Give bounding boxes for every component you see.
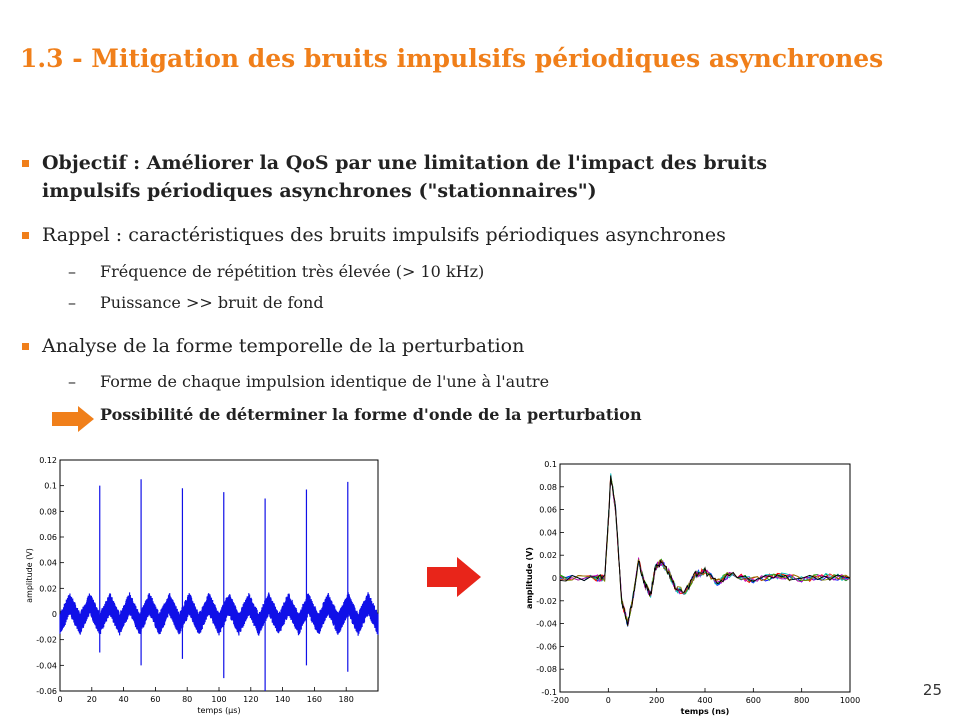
plot-frame [60,460,378,691]
y-tick-label: 0.08 [539,482,557,492]
y-tick-label: -0.1 [541,688,557,697]
slide-title: 1.3 - Mitigation des bruits impulsifs périodiques asynchrones [20,44,884,73]
y-tick-label: 0.12 [39,456,57,465]
x-tick-label: 400 [697,696,713,705]
y-tick-label: -0.08 [536,665,557,675]
y-tick-label: 0.06 [39,533,57,542]
x-axis-label: temps (ns) [680,707,730,716]
y-tick-label: 0.08 [39,507,57,517]
y-tick-label: -0.06 [36,687,57,696]
x-tick-label: 40 [118,695,129,704]
x-tick-label: 60 [150,695,161,704]
x-tick-label: 140 [274,695,291,704]
x-tick-label: 20 [86,695,97,704]
y-tick-label: -0.06 [536,642,557,652]
dash-glyph: – [68,372,76,391]
y-tick-label: -0.04 [536,619,557,629]
sub-bullet-text: Forme de chaque impulsion identique de l'une à l'autre [100,372,550,391]
y-tick-label: 0.04 [39,558,57,568]
x-tick-label: 100 [211,695,227,704]
page-number: 25 [922,681,942,699]
y-tick-label: 0.1 [44,481,57,491]
x-tick-label: 800 [794,696,810,705]
x-tick-label: 180 [338,695,354,704]
x-tick-label: 160 [306,695,323,704]
bullet-square-icon [22,160,29,167]
bullet-square-icon [22,232,29,239]
x-axis-label: temps (µs) [197,706,241,715]
bullet-line: Objectif : Améliorer la QoS par une limitation de l'impact des bruits [42,152,768,174]
y-tick-label: 0.02 [539,551,557,561]
x-tick-label: 0 [605,696,611,705]
y-tick-label: 0 [551,574,557,583]
arrow-right-icon [50,404,96,434]
y-tick-label: 0.06 [539,505,557,515]
y-axis-label: amplitude (V) [25,548,34,603]
bullet-line: Analyse de la forme temporelle de la perturbation [42,335,525,357]
y-tick-label: 0.02 [39,584,57,594]
y-tick-label: 0.1 [544,460,557,469]
bullet-line: impulsifs périodiques asynchrones ("stationnaires") [42,180,597,202]
chart-impulsive-noise-time [25,452,386,718]
y-tick-label: -0.04 [36,661,57,671]
bullet-line: Rappel : caractéristiques des bruits impulsifs périodiques asynchrones [42,224,726,246]
x-tick-label: 120 [243,695,259,704]
x-tick-label: 1000 [839,696,861,705]
x-tick-label: 600 [745,696,761,705]
arrow-right-icon [425,555,483,599]
y-tick-label: 0.04 [539,528,557,538]
sub-bullet-text: Fréquence de répétition très élevée (> 10 kHz) [100,262,485,281]
chart-impulse-waveform [510,452,860,718]
x-tick-label: 0 [57,695,63,704]
bullet-square-icon [22,343,29,350]
x-tick-label: 200 [649,696,665,705]
y-tick-label: -0.02 [536,596,557,606]
x-tick-label: -200 [550,696,570,705]
y-axis-label: amplitude (V) [525,547,534,609]
y-tick-label: 0 [51,610,57,619]
conclusion-text: Possibilité de déterminer la forme d'onde de la perturbation [100,405,642,424]
y-tick-label: -0.02 [36,635,57,645]
dash-glyph: – [68,262,76,281]
dash-glyph: – [68,293,76,312]
sub-bullet-text: Puissance >> bruit de fond [100,293,324,312]
x-tick-label: 80 [182,695,193,704]
